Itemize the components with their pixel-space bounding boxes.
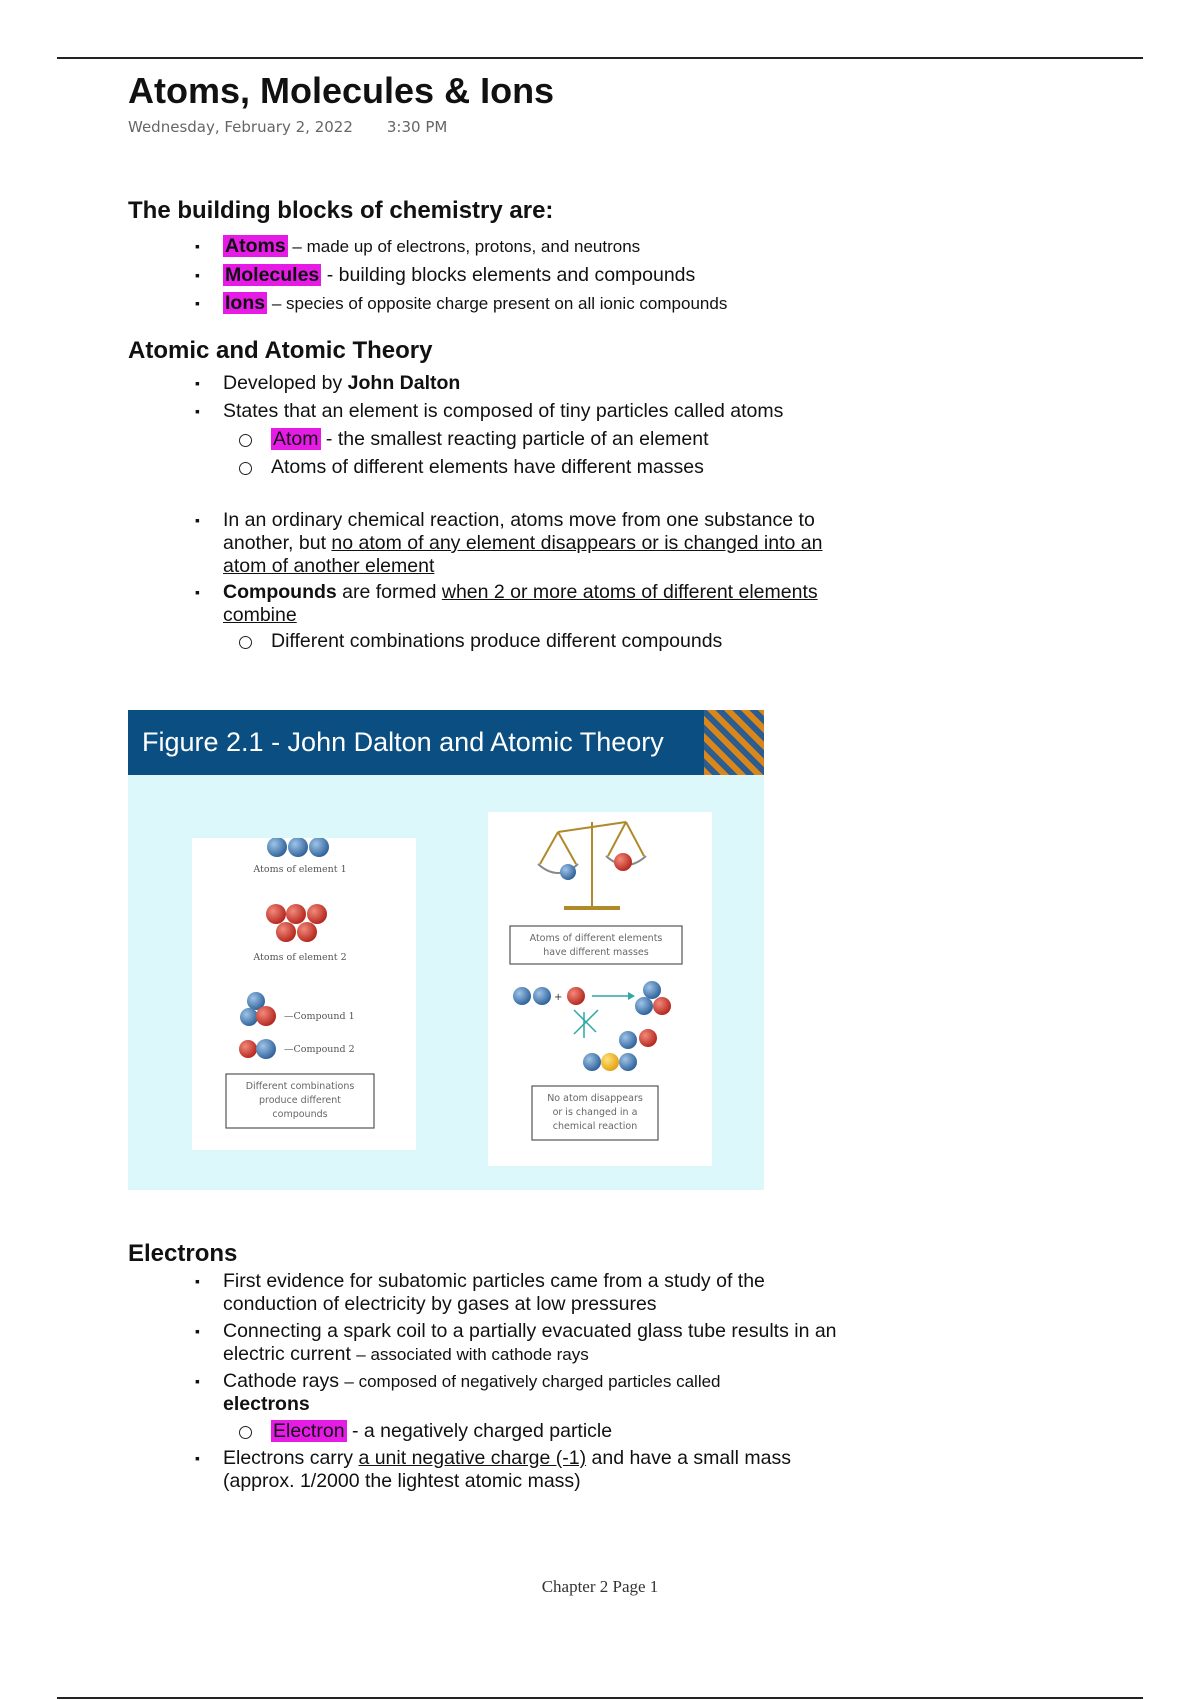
compound1-label: —Compound 1 (284, 1011, 355, 1022)
sub-list-item: Electron - a negatively charged particle (128, 1420, 843, 1443)
compound2-molecule (239, 1039, 276, 1059)
element2-atoms (266, 904, 327, 942)
bottom-rule (57, 1697, 1143, 1699)
circle-bullet-icon (239, 636, 252, 649)
list-item: ▪ Cathode rays – composed of negatively charged particles called electrons Electron - a negatively charged particle (128, 1370, 843, 1443)
list-item: ▪ Compounds are formed when 2 or more atoms of different elements combine Different combinations produce different compounds (128, 581, 843, 653)
figure-header (128, 710, 764, 775)
list-item: ▪ Atoms – made up of electrons, protons, and neutrons (195, 235, 641, 257)
circle-bullet-icon (239, 1426, 252, 1439)
combinations-box-line: produce different (258, 1095, 342, 1106)
list-item: ▪ Molecules - building blocks elements and compounds (195, 264, 696, 286)
list-item: ▪ Ions – species of opposite charge present on all ionic compounds (195, 292, 728, 314)
circle-bullet-icon (239, 462, 252, 475)
atomic-theory-list (128, 372, 843, 653)
figure-panel-combinations (192, 838, 416, 1150)
page-time: 3:30 PM (386, 118, 448, 136)
page-date: Wednesday, February 2, 2022 (128, 118, 353, 136)
list-item: ▪ Developed by John Dalton (195, 372, 461, 394)
compound2-label: —Compound 2 (284, 1044, 355, 1055)
list-item: ▪ In an ordinary chemical reaction, atoms move from one substance to another, but no atom of any element disappears or is changed into an atom of another element (195, 509, 823, 577)
figure-dalton (128, 710, 764, 1190)
reaction-diagram (513, 981, 671, 1071)
section-heading-atomic-theory: Atomic and Atomic Theory (128, 337, 433, 364)
element2-label: Atoms of element 2 (253, 952, 347, 963)
list-item: ▪ Electrons carry a unit negative charge (-1) and have a small mass (approx. 1/2000 the lightest atomic mass) (195, 1447, 791, 1492)
reaction-box-line: chemical reaction (552, 1121, 638, 1132)
list-item: ▪ States that an element is composed of tiny particles called atoms Atom - the smallest reacting particle of an element Atoms of different elements have different masses (128, 400, 843, 479)
svg-text:+: + (554, 992, 563, 1003)
reaction-box-line: No atom disappears (547, 1093, 643, 1104)
combinations-box-line: compounds (272, 1109, 328, 1120)
page-timestamp (128, 118, 447, 136)
masses-box-line: have different masses (543, 947, 649, 958)
section-heading-building-blocks: The building blocks of chemistry are: (128, 197, 554, 224)
crystal-pattern-image (704, 710, 764, 775)
combinations-illustration (192, 838, 416, 1150)
top-rule (57, 57, 1143, 59)
list-item: ▪ First evidence for subatomic particles came from a study of the conduction of electricity by gases at low pressures (195, 1270, 765, 1315)
building-blocks-list (128, 232, 848, 318)
list-item: ▪ Connecting a spark coil to a partially evacuated glass tube results in an electric current – associated with cathode rays (195, 1320, 837, 1365)
element1-atoms (267, 838, 329, 857)
figure-title: Figure 2.1 - John Dalton and Atomic Theory (142, 727, 664, 757)
page-title: Atoms, Molecules & Ions (128, 70, 555, 111)
sub-list-item: Different combinations produce different compounds (128, 630, 843, 653)
figure-panel-masses (488, 812, 712, 1166)
masses-illustration (488, 812, 712, 1166)
electrons-list (128, 1270, 843, 1493)
compound1-molecule (240, 992, 276, 1026)
sub-list-item: Atom - the smallest reacting particle of an element (128, 428, 843, 451)
masses-box-line: Atoms of different elements (529, 933, 663, 944)
circle-bullet-icon (239, 434, 252, 447)
element1-label: Atoms of element 1 (253, 864, 347, 875)
sub-list-item: Atoms of different elements have different masses (128, 456, 843, 479)
reaction-box-line: or is changed in a (552, 1107, 638, 1118)
section-heading-electrons: Electrons (128, 1240, 238, 1267)
page-footer: Chapter 2 Page 1 (541, 1577, 659, 1596)
combinations-box-line: Different combinations (245, 1081, 355, 1092)
